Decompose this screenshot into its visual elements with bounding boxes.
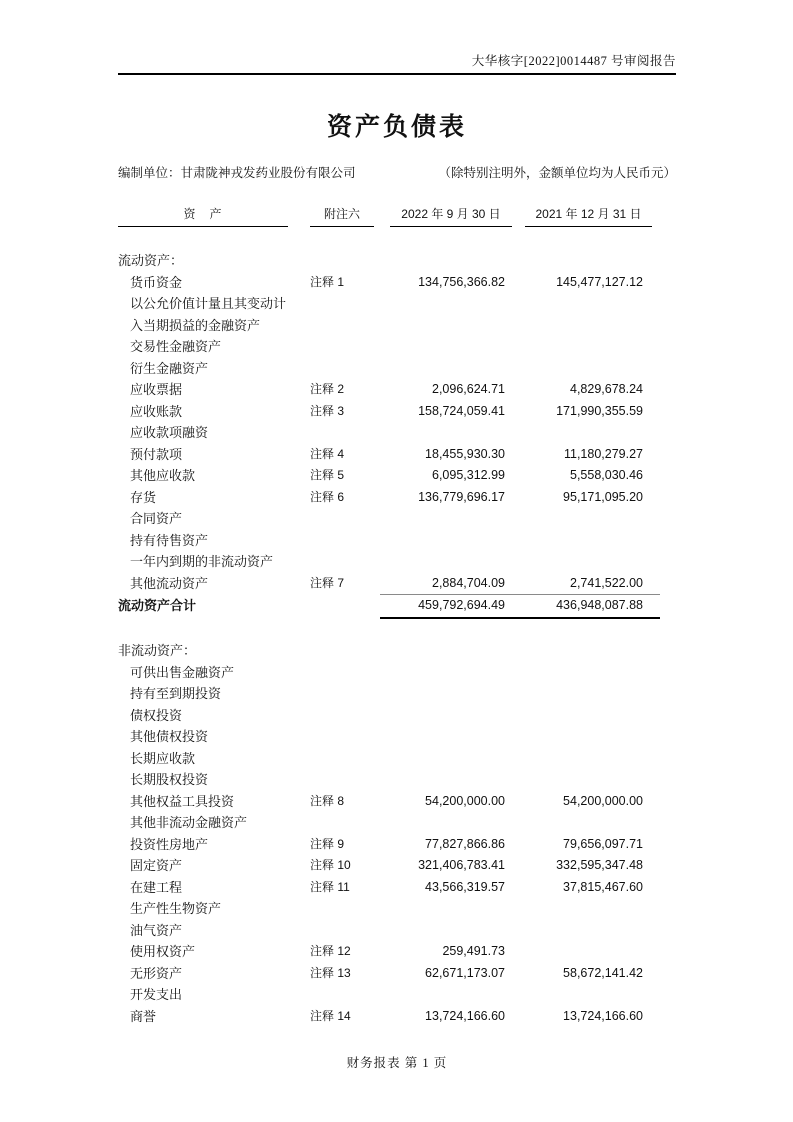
value-2021: 95,171,095.20 [563, 489, 643, 504]
table-row [118, 855, 676, 877]
value-2021: 332,595,347.48 [556, 858, 643, 872]
item-label: 其他应收款 [130, 468, 196, 483]
value-2022 [380, 422, 512, 444]
table-row [118, 619, 676, 641]
note-ref [310, 984, 380, 1006]
table-row [118, 272, 676, 294]
item-label: 生产性生物资产 [130, 901, 222, 916]
value-2021 [512, 293, 660, 315]
table-row [118, 444, 676, 466]
value-2021: 171,990,355.59 [556, 403, 643, 418]
item-label: 长期应收款 [130, 750, 196, 766]
note-ref: 注释 2 [310, 382, 345, 396]
table-row [118, 379, 676, 401]
table-row [118, 508, 676, 530]
note-ref [310, 595, 380, 619]
col-header-assets-label: 资 产 [118, 207, 288, 227]
value-2022: 43,566,319.57 [425, 879, 505, 894]
table-row [118, 530, 676, 552]
value-2022 [380, 508, 512, 530]
value-2022 [380, 315, 512, 337]
meta-row [118, 165, 676, 181]
item-label: 预付款项 [130, 446, 183, 462]
item-label: 开发支出 [130, 987, 183, 1002]
col-header-note-label: 附注六 [310, 207, 374, 227]
value-2021: 436,948,087.88 [512, 595, 660, 619]
prepared-by-label: 编制单位：甘肃陇神戎发药业股份有限公司 [118, 166, 356, 180]
table-row [118, 573, 676, 596]
note-ref [310, 748, 380, 770]
value-2021 [512, 683, 660, 705]
item-label: 投资性房地产 [130, 836, 209, 852]
table-row [118, 662, 676, 684]
value-2022: 54,200,000.00 [425, 793, 505, 808]
item-label: 油气资产 [130, 922, 183, 938]
item-label: 其他非流动金融资产 [130, 815, 248, 830]
value-2022: 459,792,694.49 [380, 595, 512, 619]
value-2022 [380, 748, 512, 770]
value-2022 [380, 293, 512, 315]
value-2021 [512, 941, 660, 963]
item-label: 衍生金融资产 [130, 360, 209, 376]
value-2022: 134,756,366.82 [418, 274, 505, 289]
value-2021: 37,815,467.60 [563, 879, 643, 894]
col-header-2021 [512, 207, 660, 227]
table-row [118, 551, 676, 573]
note-ref [310, 508, 380, 530]
note-ref: 注释 14 [310, 1008, 351, 1023]
item-label: 非流动资产： [118, 643, 197, 658]
note-ref [310, 551, 380, 573]
note-ref [310, 726, 380, 748]
note-ref: 注释 6 [310, 489, 345, 504]
table-body [118, 250, 676, 1027]
value-2021: 54,200,000.00 [563, 793, 643, 808]
value-2021 [512, 726, 660, 748]
report-header [118, 54, 676, 75]
value-2022 [380, 250, 512, 272]
note-ref [310, 705, 380, 727]
balance-sheet-table [118, 207, 676, 1027]
value-2021 [512, 898, 660, 920]
value-2022 [380, 726, 512, 748]
col-header-2022 [380, 207, 512, 227]
value-2021 [512, 530, 660, 552]
note-ref [310, 662, 380, 684]
item-label: 应收账款 [130, 403, 183, 419]
table-row [118, 812, 676, 834]
item-label: 持有至到期投资 [130, 686, 222, 701]
value-2022 [380, 705, 512, 727]
value-2021 [512, 984, 660, 1006]
note-ref [310, 315, 380, 337]
col-header-assets [118, 207, 310, 227]
value-2021 [512, 422, 660, 444]
note-ref: 注释 10 [310, 858, 351, 872]
value-2022 [380, 640, 512, 662]
value-2022 [380, 812, 512, 834]
col-header-2021-label: 2021 年 12 月 31 日 [525, 207, 652, 227]
value-2021 [512, 748, 660, 770]
item-label: 持有待售资产 [130, 532, 209, 548]
note-ref [310, 640, 380, 662]
table-row [118, 595, 676, 619]
item-label: 使用权资产 [130, 944, 196, 959]
item-label: 入当期损益的金融资产 [130, 317, 261, 333]
item-label: 无形资产 [130, 965, 183, 981]
note-ref: 注释 5 [310, 468, 345, 482]
table-row [118, 877, 676, 899]
note-ref: 注释 13 [310, 965, 351, 980]
note-ref: 注释 12 [310, 944, 351, 958]
table-row [118, 1006, 676, 1028]
value-2021 [512, 705, 660, 727]
value-2022 [380, 551, 512, 573]
value-2022: 62,671,173.07 [425, 965, 505, 980]
item-label: 在建工程 [130, 879, 183, 895]
value-2021: 2,741,522.00 [512, 573, 660, 596]
item-label: 以公允价值计量且其变动计 [130, 296, 287, 311]
value-2022 [380, 683, 512, 705]
item-label: 一年内到期的非流动资产 [130, 554, 274, 569]
value-2021 [512, 662, 660, 684]
value-2022: 136,779,696.17 [418, 489, 505, 504]
col-header-2022-label: 2022 年 9 月 30 日 [390, 207, 512, 227]
value-2022: 18,455,930.30 [425, 446, 505, 461]
note-ref [310, 422, 380, 444]
note-ref [310, 898, 380, 920]
table-row [118, 422, 676, 444]
value-2022: 2,096,624.71 [432, 382, 505, 396]
note-ref [310, 358, 380, 380]
value-2022 [380, 358, 512, 380]
item-label: 流动资产： [118, 253, 184, 268]
value-2022 [380, 530, 512, 552]
item-label: 合同资产 [130, 511, 183, 526]
value-2021 [512, 812, 660, 834]
note-ref: 注释 9 [310, 836, 345, 851]
value-2022 [380, 662, 512, 684]
note-ref [310, 530, 380, 552]
item-label: 流动资产合计 [118, 598, 197, 613]
table-row [118, 465, 676, 487]
value-2022 [380, 984, 512, 1006]
note-ref: 注释 3 [310, 403, 345, 418]
item-label: 其他债权投资 [130, 729, 209, 744]
note-ref [310, 336, 380, 358]
table-row [118, 834, 676, 856]
table-row [118, 401, 676, 423]
currency-note: （除特别注明外，金额单位均为人民币元） [438, 166, 676, 180]
value-2021 [512, 315, 660, 337]
table-row [118, 748, 676, 770]
table-row [118, 941, 676, 963]
table-row [118, 358, 676, 380]
report-number: 大华核字[2022]0014487 号审阅报告 [471, 54, 676, 68]
note-ref [310, 812, 380, 834]
table-row [118, 640, 676, 662]
table-row [118, 769, 676, 791]
table-header-row [118, 207, 676, 227]
value-2022: 321,406,783.41 [418, 858, 505, 872]
note-ref [310, 293, 380, 315]
header-rule [118, 73, 676, 75]
col-header-note [310, 207, 380, 227]
value-2021 [512, 551, 660, 573]
page-title: 资产负债表 [326, 114, 467, 141]
table-row [118, 487, 676, 509]
value-2022: 77,827,866.86 [425, 836, 505, 851]
item-label: 商誉 [130, 1008, 157, 1024]
table-row [118, 705, 676, 727]
item-label: 应收款项融资 [130, 425, 209, 440]
value-2021: 4,829,678.24 [570, 382, 643, 396]
value-2022 [380, 769, 512, 791]
item-label: 债权投资 [130, 707, 183, 723]
item-label: 其他权益工具投资 [130, 793, 235, 809]
page-footer: 财务报表 第 1 页 [346, 1056, 448, 1070]
table-row [118, 293, 676, 315]
value-2021: 11,180,279.27 [563, 446, 643, 461]
value-2022 [380, 336, 512, 358]
value-2022: 13,724,166.60 [425, 1008, 505, 1023]
item-label: 交易性金融资产 [130, 339, 222, 354]
value-2021 [512, 250, 660, 272]
note-ref: 注释 7 [310, 575, 345, 590]
table-row [118, 898, 676, 920]
item-label: 货币资金 [130, 274, 183, 290]
value-2022 [380, 898, 512, 920]
item-label: 其他流动资产 [130, 575, 209, 591]
value-2022: 2,884,704.09 [380, 573, 512, 596]
table-row [118, 963, 676, 985]
value-2022: 158,724,059.41 [418, 403, 505, 418]
item-label: 长期股权投资 [130, 772, 209, 787]
note-ref: 注释 11 [310, 879, 350, 894]
value-2021 [512, 508, 660, 530]
value-2021 [512, 920, 660, 942]
value-2022 [380, 920, 512, 942]
table-row [118, 920, 676, 942]
value-2021: 145,477,127.12 [556, 274, 643, 289]
page-content [118, 54, 676, 1071]
note-ref [310, 683, 380, 705]
value-2022: 259,491.73 [442, 944, 505, 958]
table-row [118, 336, 676, 358]
value-2021 [512, 640, 660, 662]
table-row [118, 791, 676, 813]
value-2021: 58,672,141.42 [563, 965, 643, 980]
value-2021 [512, 358, 660, 380]
note-ref: 注释 4 [310, 446, 345, 461]
value-2022: 6,095,312.99 [432, 468, 505, 482]
item-label: 固定资产 [130, 858, 183, 873]
table-row [118, 250, 676, 272]
note-ref [310, 250, 380, 272]
note-ref [310, 920, 380, 942]
value-2021: 13,724,166.60 [563, 1008, 643, 1023]
item-label: 可供出售金融资产 [130, 664, 235, 680]
note-ref: 注释 1 [310, 274, 345, 289]
table-row [118, 984, 676, 1006]
value-2021 [512, 336, 660, 358]
item-label: 应收票据 [130, 382, 183, 397]
item-label: 存货 [130, 489, 157, 505]
value-2021 [512, 769, 660, 791]
table-row [118, 726, 676, 748]
value-2021: 79,656,097.71 [563, 836, 643, 851]
table-row [118, 683, 676, 705]
note-ref [310, 769, 380, 791]
table-row [118, 315, 676, 337]
note-ref: 注释 8 [310, 793, 345, 808]
value-2021: 5,558,030.46 [570, 468, 643, 482]
